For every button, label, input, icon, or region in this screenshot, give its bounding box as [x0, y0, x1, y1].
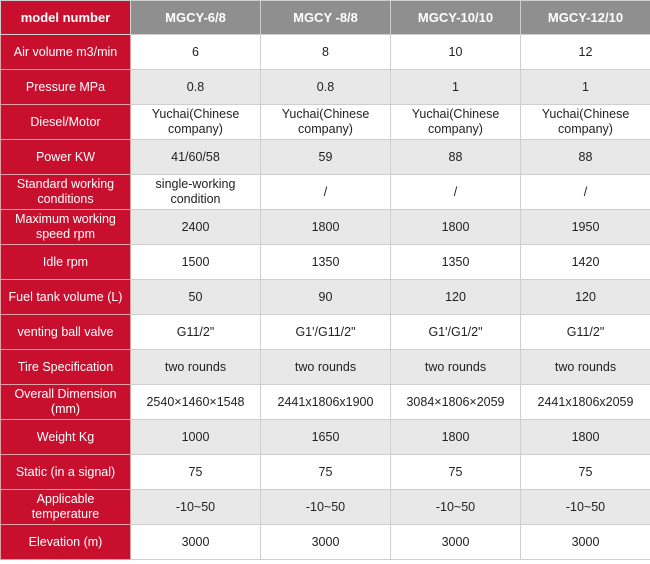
table-row: [1, 35, 650, 70]
row-label: Power KW: [1, 140, 131, 175]
table-row: [1, 315, 650, 350]
table-cell: 2441x1806x2059: [521, 385, 650, 420]
table-cell: /: [261, 175, 391, 210]
header-cell-model: MGCY-12/10: [521, 1, 650, 35]
table-cell: two rounds: [261, 350, 391, 385]
table-cell: 3000: [521, 525, 650, 560]
row-label: Overall Dimension (mm): [1, 385, 131, 420]
row-label: Applicable temperature: [1, 490, 131, 525]
table-cell: 2441x1806x1900: [261, 385, 391, 420]
table-row: [1, 105, 650, 140]
table-row: [1, 245, 650, 280]
table-cell: 3084×1806×2059: [391, 385, 521, 420]
table-row: [1, 350, 650, 385]
table-row: [1, 385, 650, 420]
header-cell-model: MGCY-6/8: [131, 1, 261, 35]
row-label: Pressure MPa: [1, 70, 131, 105]
table-cell: 75: [131, 455, 261, 490]
table-cell: 1350: [261, 245, 391, 280]
table-cell: 1800: [391, 210, 521, 245]
table-cell: 75: [261, 455, 391, 490]
table-cell: 1800: [391, 420, 521, 455]
table-cell: Yuchai(Chinese company): [391, 105, 521, 140]
table-cell: G1'/G1/2": [391, 315, 521, 350]
table-cell: 12: [521, 35, 650, 70]
table-row: [1, 420, 650, 455]
table-cell: single-working condition: [131, 175, 261, 210]
table-cell: 1800: [261, 210, 391, 245]
table-cell: 1: [391, 70, 521, 105]
table-cell: 1350: [391, 245, 521, 280]
table-cell: 1420: [521, 245, 650, 280]
table-cell: 88: [521, 140, 650, 175]
table-cell: -10~50: [131, 490, 261, 525]
table-cell: 0.8: [261, 70, 391, 105]
table-cell: G11/2": [521, 315, 650, 350]
table-cell: 59: [261, 140, 391, 175]
table-cell: 90: [261, 280, 391, 315]
table-cell: 3000: [391, 525, 521, 560]
table-cell: G1'/G11/2": [261, 315, 391, 350]
row-label: Diesel/Motor: [1, 105, 131, 140]
table-cell: 1: [521, 70, 650, 105]
table-cell: -10~50: [391, 490, 521, 525]
table-row: [1, 210, 650, 245]
spec-table-body: [1, 35, 650, 560]
table-cell: G11/2": [131, 315, 261, 350]
table-cell: 10: [391, 35, 521, 70]
table-cell: 1500: [131, 245, 261, 280]
header-cell-model: MGCY -8/8: [261, 1, 391, 35]
row-label: Fuel tank volume (L): [1, 280, 131, 315]
table-cell: 8: [261, 35, 391, 70]
spec-table-header: [1, 1, 650, 35]
row-label: Idle rpm: [1, 245, 131, 280]
table-cell: -10~50: [521, 490, 650, 525]
table-cell: 3000: [131, 525, 261, 560]
row-label: Tire Specification: [1, 350, 131, 385]
header-cell-model: MGCY-10/10: [391, 1, 521, 35]
table-cell: 120: [521, 280, 650, 315]
table-row: [1, 175, 650, 210]
table-cell: two rounds: [131, 350, 261, 385]
table-cell: 1950: [521, 210, 650, 245]
table-cell: 41/60/58: [131, 140, 261, 175]
table-cell: Yuchai(Chinese company): [521, 105, 650, 140]
table-cell: 120: [391, 280, 521, 315]
table-row: [1, 490, 650, 525]
table-cell: 2540×1460×1548: [131, 385, 261, 420]
row-label: Elevation (m): [1, 525, 131, 560]
table-cell: 75: [391, 455, 521, 490]
table-cell: 50: [131, 280, 261, 315]
table-row: [1, 455, 650, 490]
table-cell: 88: [391, 140, 521, 175]
table-cell: 75: [521, 455, 650, 490]
table-row: [1, 525, 650, 560]
table-cell: two rounds: [391, 350, 521, 385]
table-cell: -10~50: [261, 490, 391, 525]
table-cell: /: [391, 175, 521, 210]
table-row: [1, 140, 650, 175]
header-row: [1, 1, 650, 35]
row-label: Weight Kg: [1, 420, 131, 455]
row-label: Static (in a signal): [1, 455, 131, 490]
row-label: Standard working conditions: [1, 175, 131, 210]
table-row: [1, 70, 650, 105]
row-label: Air volume m3/min: [1, 35, 131, 70]
row-label: Maximum working speed rpm: [1, 210, 131, 245]
table-cell: 6: [131, 35, 261, 70]
table-cell: two rounds: [521, 350, 650, 385]
header-cell-model-number: model number: [1, 1, 131, 35]
table-cell: 1650: [261, 420, 391, 455]
table-cell: 1000: [131, 420, 261, 455]
table-cell: 3000: [261, 525, 391, 560]
table-cell: Yuchai(Chinese company): [131, 105, 261, 140]
table-cell: 1800: [521, 420, 650, 455]
table-cell: 0.8: [131, 70, 261, 105]
table-cell: /: [521, 175, 650, 210]
table-cell: Yuchai(Chinese company): [261, 105, 391, 140]
table-row: [1, 280, 650, 315]
row-label: venting ball valve: [1, 315, 131, 350]
table-cell: 2400: [131, 210, 261, 245]
